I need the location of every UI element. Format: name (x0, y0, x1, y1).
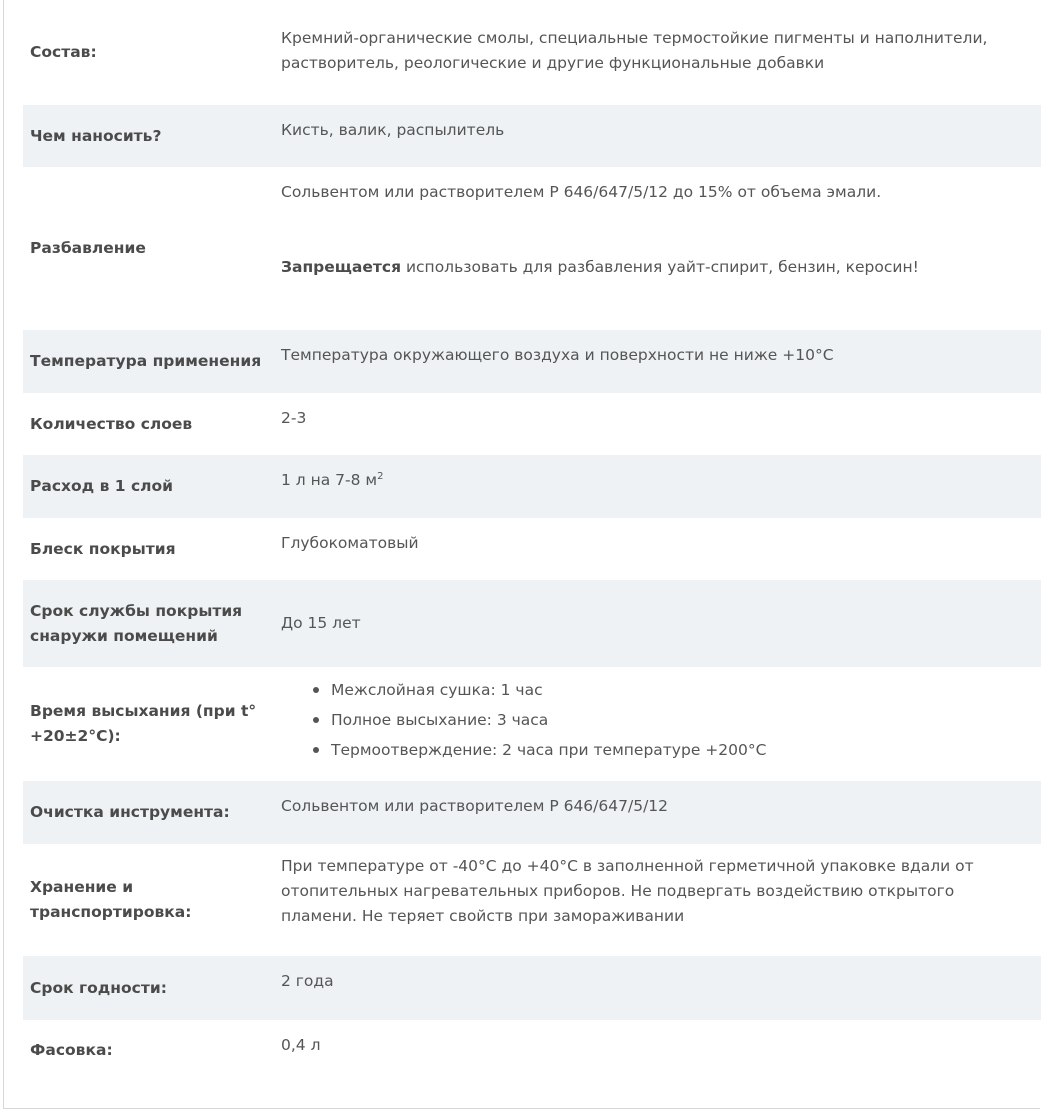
spec-value: 2-3 (281, 409, 307, 427)
spec-row-service-life (23, 580, 1041, 667)
spec-label: Срок годности: (23, 956, 274, 1020)
dilution-warning (281, 255, 1023, 280)
spec-row-temperature (23, 330, 1041, 393)
spec-value (274, 167, 1041, 330)
spec-row-cleaning (23, 781, 1041, 844)
list-item: Полное высыхание: 3 часа (331, 705, 1023, 735)
dilution-instruction: Сольвентом или растворителем Р 646/647/5/12 до 15% от объема эмали. (281, 183, 882, 201)
spec-row-consumption (23, 455, 1041, 518)
spec-value: Сольвентом или растворителем Р 646/647/5/12 (274, 781, 1041, 844)
spec-value: 0,4 л (281, 1036, 321, 1054)
spec-label: Разбавление (30, 239, 146, 257)
spec-row-gloss (23, 518, 1041, 580)
spec-label: Хранение и транспортировка: (30, 878, 192, 921)
warning-emphasis: Запрещается (281, 258, 402, 276)
spec-row-dilution (23, 167, 1041, 330)
spec-row-application (23, 105, 1041, 167)
spec-label: Состав: (30, 43, 97, 61)
spec-label: Расход в 1 слой (23, 455, 274, 518)
spec-value: Глубокоматовый (281, 534, 419, 552)
drying-list (281, 675, 1023, 765)
spec-value: До 15 лет (274, 580, 1041, 667)
spec-row-drying (23, 667, 1041, 781)
spec-value (274, 455, 1041, 518)
spec-label: Количество слоев (30, 414, 193, 433)
list-item: Термоотверждение: 2 часа при температуре +200°С (331, 735, 1023, 765)
spec-label: Блеск покрытия (30, 539, 176, 558)
spec-label: Чем наносить? (23, 105, 274, 167)
spec-value: Температура окружающего воздуха и поверхности не ниже +10°С (274, 330, 1041, 393)
spec-label: Фасовка: (30, 1041, 113, 1059)
spec-row-shelf-life (23, 956, 1041, 1020)
spec-row-composition (23, 0, 1041, 105)
specifications-table (23, 0, 1041, 1081)
spec-value: 2 года (274, 956, 1041, 1020)
square-superscript: 2 (377, 470, 384, 482)
spec-value: Кисть, валик, распылитель (274, 105, 1041, 167)
spec-row-layers (23, 393, 1041, 455)
warning-text: использовать для разбавления уайт-спирит, бензин, керосин! (401, 258, 919, 276)
spec-row-packaging (23, 1020, 1041, 1081)
spec-row-storage (23, 844, 1041, 956)
spec-label: Температура применения (23, 330, 274, 393)
spec-value: При температуре от -40°С до +40°С в заполненной герметичной упаковке вдали от отопительных нагревательных приборов. Не подвергать воздействию открытого пламени. Не теряет свойств при замораживании (281, 857, 974, 925)
list-item: Межслойная сушка: 1 час (331, 675, 1023, 705)
spec-value: Кремний-органические смолы, специальные термостойкие пигменты и наполнители, растворитель, реологические и другие функциональные добавки (281, 29, 988, 72)
spec-value (274, 667, 1041, 781)
spec-label: Очистка инструмента: (23, 781, 274, 844)
spec-label: Срок службы покрытия снаружи помещений (23, 580, 274, 667)
consumption-value: 1 л на 7-8 м (281, 471, 378, 489)
spec-label: Время высыхания (при t° +20±2°С): (30, 702, 257, 745)
